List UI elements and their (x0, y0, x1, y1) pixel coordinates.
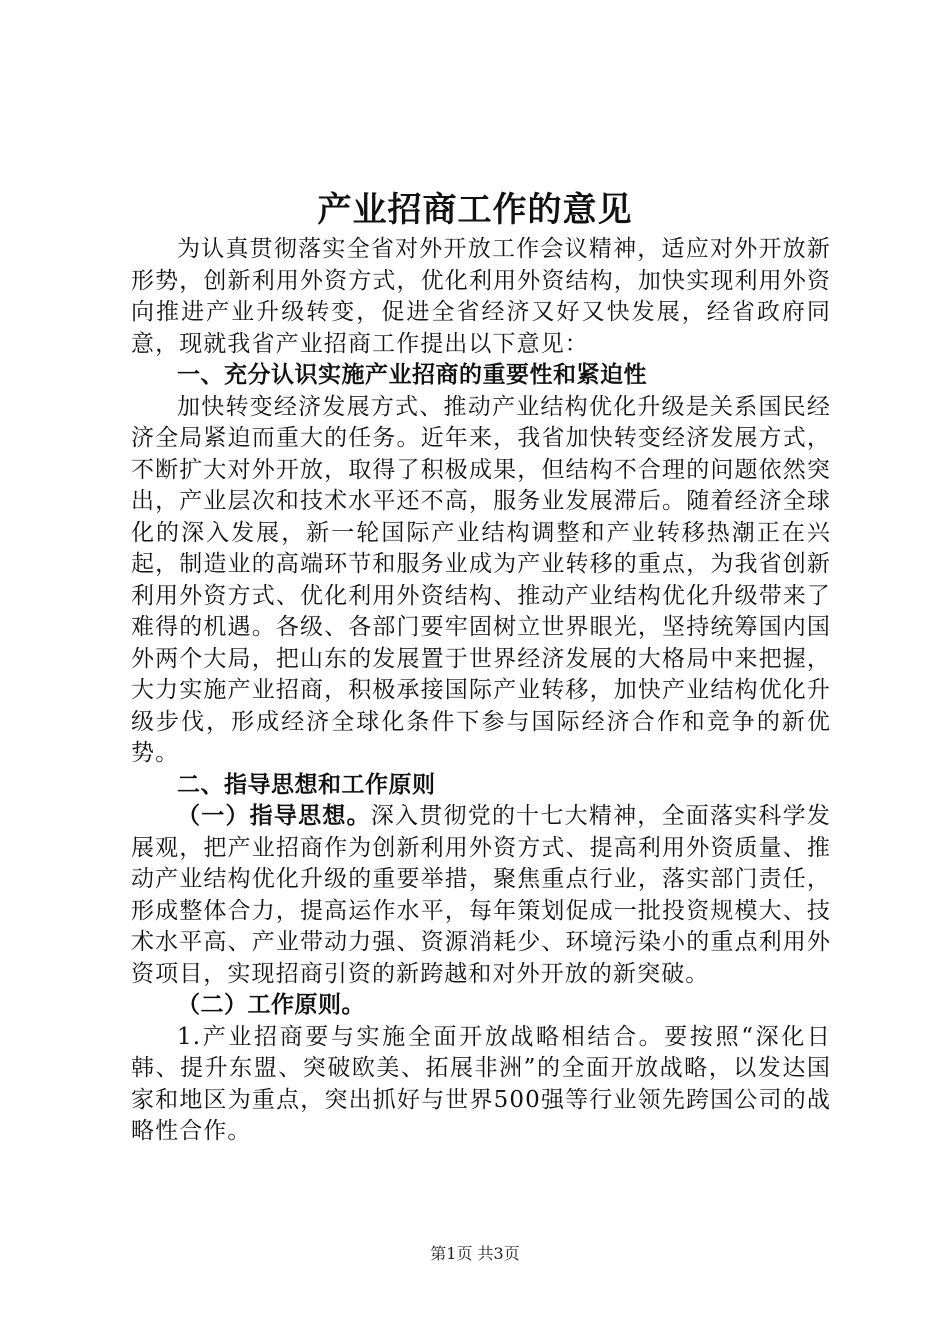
section-1-heading: 一、充分认识实施产业招商的重要性和紧迫性 (177, 362, 647, 388)
intro-paragraph: 为认真贯彻落实全省对外开放工作会议精神，适应对外开放新形势，创新利用外资方式，优化利用外资结构，加快实现利用外资向推进产业升级转变，促进全省经济又好又快发展，经省政府同意，现就我省产业招商工作提出以下意见： (131, 236, 831, 357)
document-title: 产业招商工作的意见 (317, 190, 633, 230)
guiding-ideology-lead: （一）指导思想。 (177, 803, 371, 829)
guiding-ideology-body: 深入贯彻党的十七大精神，全面落实科学发展观，把产业招商作为创新利用外资方式、提高利用外资质量、推动产业结构优化升级的重要举措，聚焦重点行业，落实部门责任，形成整体合力，提高运作水平，每年策划促成一批投资规模大、技术水平高、产业带动力强、资源消耗少、环境污染小的重点利用外资项目，实现招商引资的新跨越和对外开放的新突破。 (131, 803, 831, 987)
page-footer: 第1页 共3页 (430, 1244, 520, 1263)
principle-1-paragraph: 1.产业招商要与实施全面开放战略相结合。要按照“深化日韩、提升东盟、突破欧美、拓展非洲”的全面开放战略，以发达国家和地区为重点，突出抓好与世界500强等行业领先跨国公司的战略性合作。 (131, 1023, 831, 1144)
section-2-heading: 二、指导思想和工作原则 (177, 771, 436, 798)
guiding-ideology-paragraph (131, 801, 831, 990)
section-1-paragraph: 加快转变经济发展方式、推动产业结构优化升级是关系国民经济全局紧迫而重大的任务。近年来，我省加快转变经济发展方式，不断扩大对外开放，取得了积极成果，但结构不合理的问题依然突出，产业层次和技术水平还不高，服务业发展滞后。随着经济全球化的深入发展，新一轮国际产业结构调整和产业转移热潮正在兴起，制造业的高端环节和服务业成为产业转移的重点，为我省创新利用外资方式、优化利用外资结构、推动产业结构优化升级带来了难得的机遇。各级、各部门要牢固树立世界眼光，坚持统筹国内国外两个大局，把山东的发展置于世界经济发展的大格局中来把握，大力实施产业招商，积极承接国际产业转移，加快产业结构优化升级步伐，形成经济全球化条件下参与国际经济合作和竞争的新优势。 (131, 393, 831, 766)
work-principles-heading: （二）工作原则。 (177, 992, 365, 1018)
document-body (131, 234, 831, 1148)
